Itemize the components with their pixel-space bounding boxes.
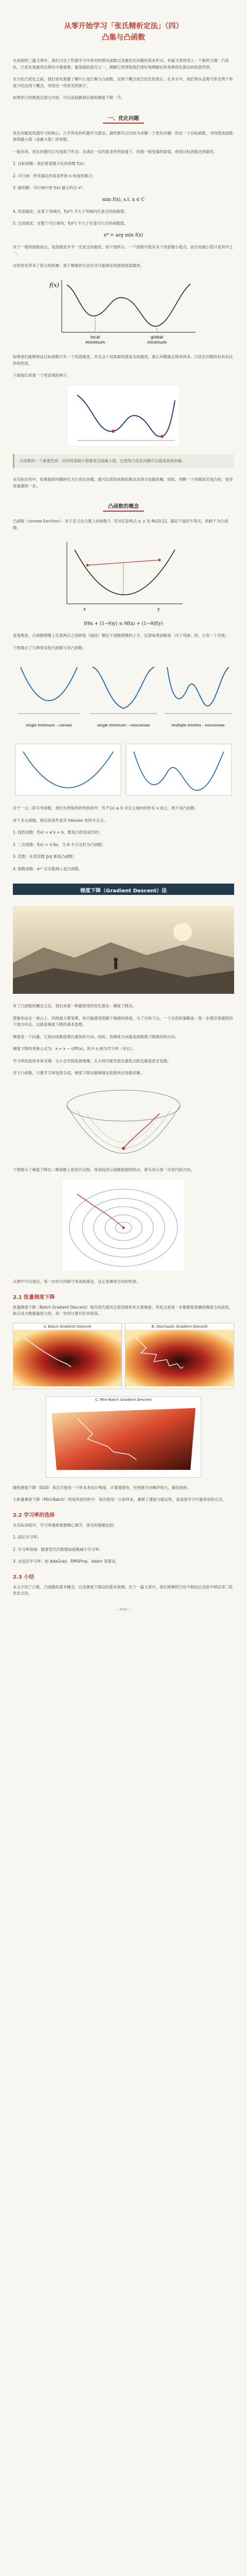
- article: [13, 0, 234, 1612]
- svg-text:minimum: minimum: [85, 340, 105, 345]
- panel-title: C. Mini-Batch Gradient Descent: [95, 1397, 152, 1402]
- global-minimum-label: global: [150, 335, 164, 340]
- paragraph: 优化问题是机器学习的核心。几乎所有的机器学习算法，最终都可以归结为求解一个优化问题：给定一个目标函数，寻找使该函数取得最小值（或最大值）的参数。: [13, 130, 233, 142]
- panel-title: B. Stochastic Gradient Descent: [151, 1324, 208, 1329]
- panel-convex: [18, 667, 80, 727]
- contour-figure: [62, 1179, 185, 1272]
- subheading: 2.3 小结: [13, 1574, 34, 1580]
- paragraph: 想象你站在一座山上，四周被大雾笼罩，你只能感受到脚下地面的坡度。为了尽快下山，一个自然的策略是：每一步都沿着最陡的下坡方向走。这就是梯度下降的基本思想。: [13, 1015, 233, 1027]
- paragraph: 在实际应用中，如果能把问题转化为凸优化问题，就可以使用成熟的算法求得全局最优解。因此，判断一个问题是否是凸的，是非常重要的一步。: [13, 477, 233, 488]
- paragraph: 批量梯度下降（Batch Gradient Descent）每次迭代使用全部训练样本计算梯度。其优点是每一步都朝着准确的梯度方向前进，缺点是当数据量很大时，每一步的计算代价非常高。: [13, 1304, 233, 1316]
- section-title: 凸函数的概念: [103, 501, 144, 512]
- list-item: 1. 固定学习率；: [13, 1535, 41, 1539]
- list-item: 3. 自适应学习率：如 AdaGrad、RMSProp、Adam 等算法。: [13, 1559, 119, 1564]
- y-axis-label: f(x): [49, 282, 59, 289]
- paragraph: 凸函数（convex function）：对于定义在凸集上的函数 f，若对任意两点 x, y 及 θ∈[0,1]，满足下面的不等式，则称 f 为凸函数。: [13, 519, 228, 530]
- panel-title: multiple minima – nonconvex: [171, 723, 225, 727]
- intro-paragraph: 在讨论凸优化之前，我们首先需要了解什么是凸集与凸函数。这两个概念是凸优化的基石。在本文中，我们将从直观与形式两个角度介绍这两个概念，并给出一些常见的例子。: [13, 77, 233, 88]
- paragraph: 对于一般的函数而言，局部最优并不一定是全局最优。如下图所示，一个函数可能有多个局部极小值点，而全局最小值只是其中之一。: [13, 244, 233, 256]
- paragraph: 有了凸函数的概念之后，我们来看一种最常用的优化算法：梯度下降法。: [13, 1004, 136, 1008]
- paragraph: 梯度下降的更新公式为：x ← x − η∇f(x)，其中 η 称为学习率（步长）。: [13, 1046, 136, 1051]
- subheading: 2.2 学习率的选择: [13, 1512, 55, 1518]
- intro-paragraph: 如果你已经熟悉这部分内容，可以直接跳到后面的梯度下降一节。: [13, 95, 125, 100]
- svg-text:y: y: [157, 607, 160, 612]
- subheading: 2.1 批量梯度下降: [13, 1294, 55, 1300]
- intro-paragraph: 在前面的三篇文章中，我们讨论了机器学习中常见的损失函数以及最优化问题的基本形式。本篇文章将进入一个新的主题：凸优化。凸优化是最优化理论中最重要、最基础的部分之一，理解它将帮助我们更好地理解后续各种优化算法的收敛性质。: [13, 58, 229, 70]
- formula: f(θx + (1−θ)y) ≤ θf(x) + (1−θ)f(y): [84, 621, 163, 626]
- section-header-2: [13, 501, 234, 510]
- panel-multiple-nonconvex: [165, 667, 232, 727]
- list-item: 3. 最优解：可行域中使 f(x) 最小的点 x*。: [13, 185, 86, 190]
- paragraph: 下面我们来看一个更直观的例子。: [13, 373, 71, 378]
- paragraph: 在实际训练中，学习率通常需要精心调节。常见的策略包括：: [13, 1522, 117, 1528]
- paragraph: 这给优化带来了很大的困难：基于梯度的方法往往只能保证收敛到局部最优。: [13, 263, 144, 268]
- paragraph: 学习率的选择非常关键：太小会导致收敛缓慢，太大则可能导致在最优点附近震荡甚至发散。: [13, 1058, 171, 1063]
- panel-title: single minimum – nonconvex: [97, 723, 150, 727]
- paragraph: 从图中可以看出，每一步的方向都与等高线垂直，这正是梯度方向的性质。: [13, 1279, 140, 1284]
- panel-title: single minimum – convex: [26, 723, 72, 727]
- paragraph: 小批量梯度下降（Mini-Batch）则是两者的折中：每次使用一小批样本，兼顾了速度与稳定性，是深度学习中最常用的方式。: [13, 1497, 226, 1502]
- list-item: 5. 全局最优：在整个可行域内，f(x*) 不大于任意可行点的函数值。: [13, 221, 128, 226]
- list-item: 4. 指数函数：eᵃˣ 在实数域上是凸函数。: [13, 866, 83, 871]
- list-item: 1. 目标函数：我们希望最小化的函数 f(x)；: [13, 161, 87, 166]
- paragraph: 对于多元函数，相应的条件是其 Hessian 矩阵半正定。: [13, 818, 108, 823]
- gd-panel-minibatch: [46, 1396, 201, 1478]
- formula: min f(x), s.t. x ∈ C: [102, 197, 145, 202]
- list-item: 3. 范数：任意范数 ‖x‖ 都是凸函数；: [13, 854, 77, 859]
- gd-panel-batch: [13, 1323, 122, 1389]
- convex-nonconvex-figure: [13, 657, 234, 734]
- paragraph: 梯度是一个向量，它指向函数值增长最快的方向。因此，负梯度方向就是函数值下降最快的方向。: [13, 1034, 179, 1039]
- local-global-minimum-figure: [46, 275, 201, 347]
- gd-variants-figure: [13, 1323, 234, 1389]
- panel-single-nonconvex: [90, 667, 157, 727]
- paragraph: 对于一元二阶可导函数，我们有更简单的判别条件：若 f″(x) ≥ 0 对定义域内的所有 x 成立，则 f 是凸函数。: [13, 806, 199, 810]
- paragraph: 直观地说，凸函数图像上任意两点之间的弦（线段）都位于函数图像的上方。这意味着函数是「向下弯曲」的，只有一个谷底。: [13, 633, 229, 638]
- paragraph: 本文介绍了凸集、凸函数的基本概念，以及梯度下降法的基本原理。在下一篇文章中，我们将继续讨论牛顿法以及拟牛顿法等二阶优化方法。: [13, 1584, 233, 1596]
- paragraph: 一般来说，优化问题可以写成如下形式：在满足一定约束条件的前提下，找到一组变量的取值，使得目标函数达到最优。: [13, 149, 218, 154]
- convex-chord-figure: [57, 537, 190, 614]
- svg-text:x: x: [83, 607, 86, 612]
- footer: — END —: [115, 1607, 132, 1612]
- list-item: 2. 可行域：所有满足约束条件的 x 构成的集合；: [13, 173, 96, 178]
- svg-text:minimum: minimum: [147, 340, 167, 345]
- paragraph: 下图展示了几种常见的凸函数与非凸函数。: [13, 645, 86, 650]
- list-item: 2. 二次函数：f(x) = xᵀAx，当 A 半正定时为凸函数；: [13, 842, 106, 847]
- paragraph: 随机梯度下降（SGD）每次只使用一个样本来估计梯度，计算速度快，但更新方向噪声较大，路径曲折。: [13, 1485, 191, 1490]
- list-item: 4. 局部最优：在某个邻域内，f(x*) 不大于邻域内任意点的函数值；: [13, 209, 128, 214]
- article-title: 从零开始学习「张氏精析定法」（四） 凸集与凸函数: [64, 22, 183, 42]
- paragraph: 如果我们能够保证目标函数只有一个局部最优，并且这个局部最优就是全局最优，那么问题就会简单得多。凸优化问题恰恰具有这样的性质。: [13, 354, 233, 366]
- bowl-descent-figure: [57, 1082, 190, 1160]
- local-minimum-label: local: [90, 335, 100, 340]
- panel-title: A. Batch Gradient Descent: [43, 1324, 92, 1329]
- section-title: 梯度下降（Gradient Descent）法: [80, 888, 167, 894]
- formula: x* = arg min f(x): [103, 232, 144, 238]
- section-title: 一、优化问题: [103, 113, 144, 124]
- gd-panel-sgd: [125, 1323, 234, 1389]
- list-item: 1. 线性函数：f(x) = aᵀx + b，既是凸的也是凹的；: [13, 830, 102, 835]
- paragraph: 下图展示了梯度下降在二维函数上的迭代过程。等高线表示函数值相同的点，箭头表示每一次迭代的方向。: [13, 1167, 195, 1172]
- section-header-3: [13, 884, 234, 895]
- curve-pair-figure: [13, 741, 234, 798]
- curve-figure: [67, 385, 180, 447]
- mountain-photo: [13, 906, 234, 994]
- paragraph: 对于凸函数，只要学习率选择合适，梯度下降法能够保证收敛到全局最优解。: [13, 1071, 144, 1075]
- quote-block: 凸函数的一个重要性质：任何局部最小值都是全局最小值。这使得凸优化问题可以被高效地求解。: [13, 454, 234, 469]
- intro-section: [13, 58, 234, 101]
- list-item: 2. 学习率衰减：随着迭代次数增加逐渐减小学习率；: [13, 1547, 103, 1552]
- section-header-1: [13, 113, 234, 122]
